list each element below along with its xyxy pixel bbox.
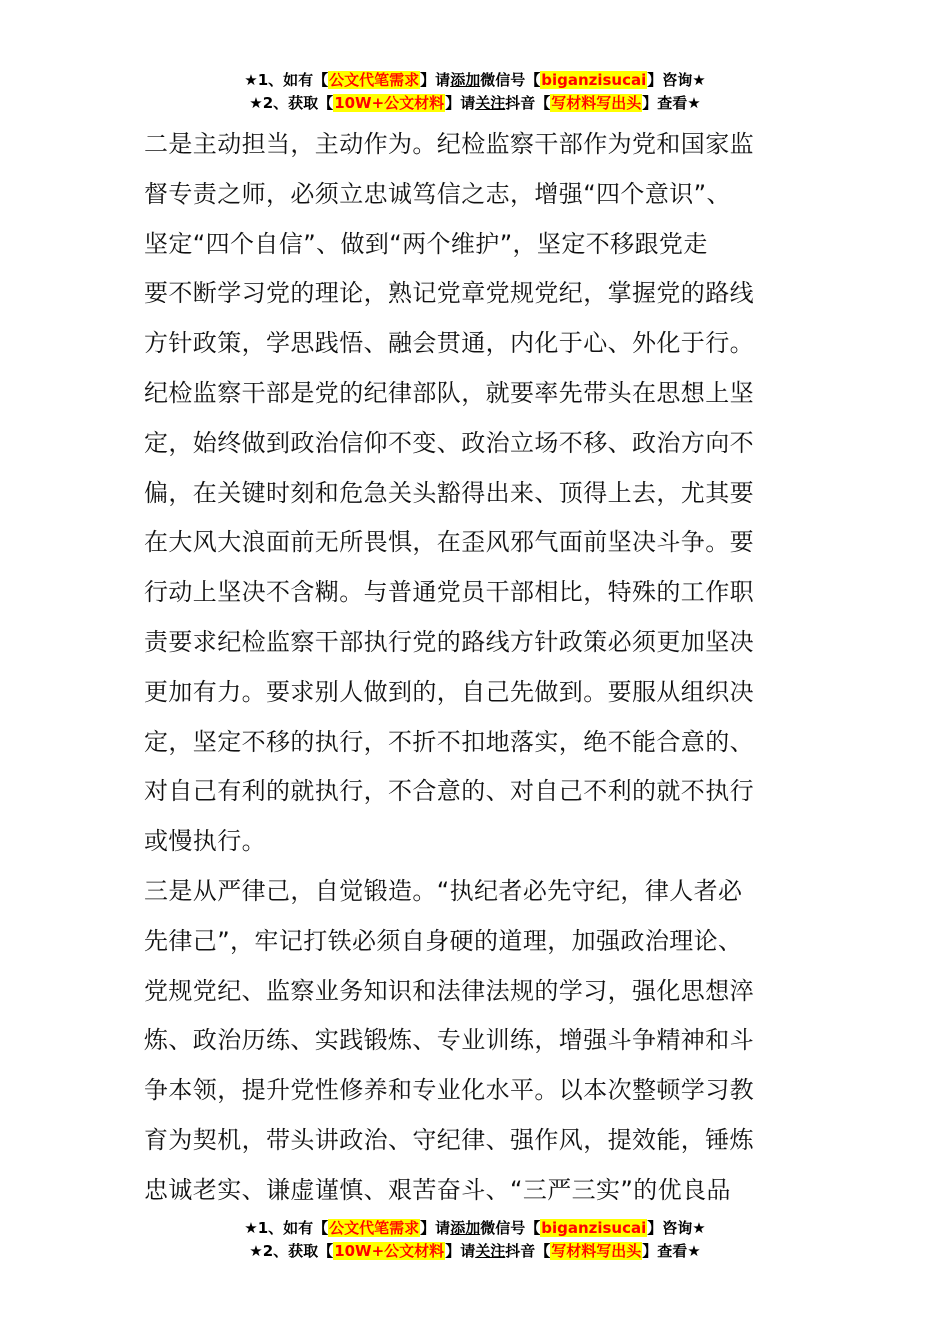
- highlight-materials: 10W+公文材料: [334, 94, 445, 112]
- highlight-service: 公文代笔需求: [329, 1219, 420, 1237]
- banner-text: 】咨询★: [647, 71, 706, 89]
- header-banner: [0, 70, 950, 116]
- text-line: 偏，在关键时刻和危急关头豁得出来、顶得上去，尤其要: [144, 478, 754, 507]
- banner-line-2: [0, 1241, 950, 1264]
- highlight-wechat-id: biganzisucai: [541, 1219, 647, 1237]
- text-line: 方针政策，学思践悟、融会贯通，内化于心、外化于行。: [144, 329, 754, 358]
- banner-text: 】请: [445, 94, 476, 112]
- banner-line-1: [0, 1218, 950, 1241]
- text-line: 责要求纪检监察干部执行党的路线方针政策必须更加坚决: [144, 627, 754, 656]
- footer-banner: [0, 1218, 950, 1264]
- text-line: 忠诚老实、谦虚谨慎、艰苦奋斗、“三严三实”的优良品: [144, 1175, 731, 1204]
- text-line: 争本领，提升党性修养和专业化水平。以本次整顿学习教: [144, 1076, 754, 1105]
- text-line: 党规党纪、监察业务知识和法律法规的学习，强化思想淬: [144, 976, 754, 1005]
- text-line: 定，始终做到政治信仰不变、政治立场不移、政治方向不: [144, 428, 754, 457]
- banner-text: 】查看★: [642, 1242, 701, 1260]
- highlight-service: 公文代笔需求: [329, 71, 420, 89]
- banner-text: ★1、如有【: [244, 1219, 329, 1237]
- text-line: 育为契机，带头讲政治、守纪律、强作风，提效能，锤炼: [144, 1125, 754, 1154]
- text-line: 纪检监察干部是党的纪律部队，就要率先带头在思想上坚: [144, 378, 754, 407]
- underlined-text: 添加: [450, 71, 481, 89]
- text-line: 二是主动担当，主动作为。纪检监察干部作为党和国家监: [144, 130, 754, 158]
- text-line: 定，坚定不移的执行，不折不扣地落实，绝不能合意的、: [144, 727, 754, 756]
- highlight-wechat-id: biganzisucai: [541, 71, 647, 89]
- text-line: 要不断学习党的理论，熟记党章党规党纪，掌握党的路线: [144, 279, 754, 308]
- banner-line-1: [0, 70, 950, 93]
- highlight-materials: 10W+公文材料: [334, 1242, 445, 1260]
- text-line: 更加有力。要求别人做到的，自己先做到。要服从组织决: [144, 677, 754, 706]
- text-line: 在大风大浪面前无所畏惧，在歪风邪气面前坚决斗争。要: [144, 528, 754, 557]
- banner-text: 抖音【: [505, 94, 551, 112]
- banner-text: ★2、获取【: [249, 1242, 334, 1260]
- banner-text: 】咨询★: [647, 1219, 706, 1237]
- text-line: 对自己有利的就执行，不合意的、对自己不利的就不执行: [144, 777, 754, 806]
- underlined-text: 关注: [475, 94, 506, 112]
- banner-line-2: [0, 93, 950, 116]
- banner-text: 】请: [420, 1219, 451, 1237]
- banner-text: ★1、如有【: [244, 71, 329, 89]
- banner-text: 微信号【: [480, 71, 541, 89]
- highlight-douyin-account: 写材料写出头: [551, 1242, 642, 1260]
- banner-text: 】查看★: [642, 94, 701, 112]
- document-body: [144, 120, 824, 1216]
- highlight-douyin-account: 写材料写出头: [551, 94, 642, 112]
- text-line: 先律己”，牢记打铁必须自身硬的道理，加强政治理论、: [144, 926, 743, 955]
- banner-text: ★2、获取【: [249, 94, 334, 112]
- underlined-text: 添加: [450, 1219, 481, 1237]
- text-line: 三是从严律己，自觉锻造。“执纪者必先守纪，律人者必: [144, 876, 743, 905]
- text-line: 坚定“四个自信”、做到“两个维护”，坚定不移跟党走: [144, 229, 708, 258]
- banner-text: 】请: [445, 1242, 476, 1260]
- banner-text: 】请: [420, 71, 451, 89]
- text-line: 炼、政治历练、实践锻炼、专业训练，增强斗争精神和斗: [144, 1026, 754, 1055]
- text-line: 督专责之师，必须立忠诚笃信之志，增强“四个意识”、: [144, 179, 731, 208]
- text-line: 或慢执行。: [144, 827, 266, 856]
- text-line: 行动上坚决不含糊。与普通党员干部相比，特殊的工作职: [144, 578, 754, 607]
- underlined-text: 关注: [475, 1242, 506, 1260]
- banner-text: 微信号【: [480, 1219, 541, 1237]
- banner-text: 抖音【: [505, 1242, 551, 1260]
